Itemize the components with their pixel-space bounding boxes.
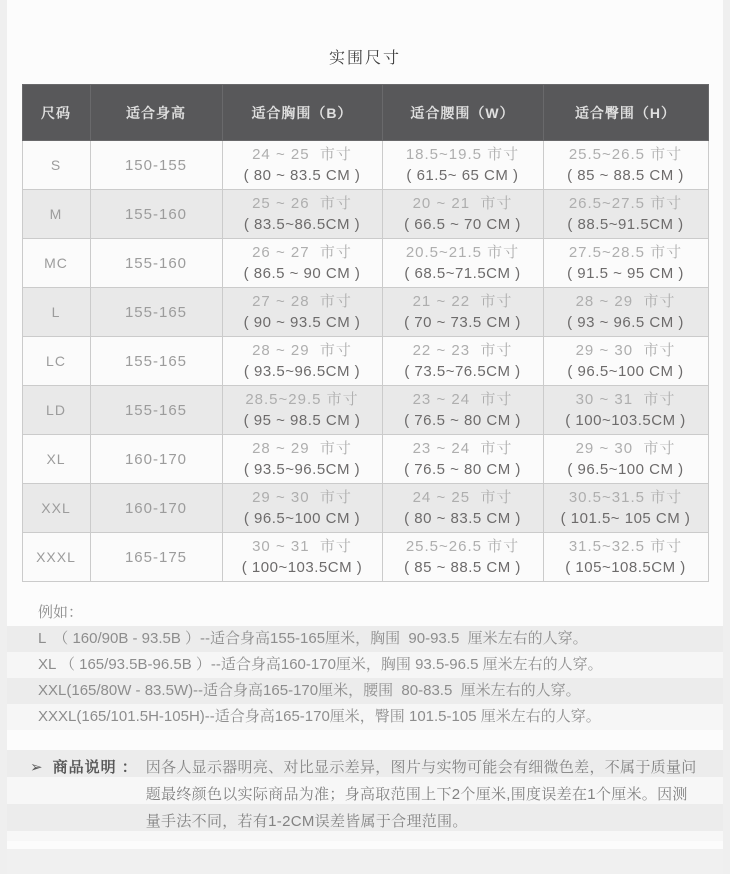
table-row [22, 141, 708, 190]
measure-shicun-line: 18.5~19.5 市寸 [405, 146, 520, 163]
arrowhead-right-icon: ➢ [30, 759, 43, 776]
measure-shicun-line: 29 ~ 30 市寸 [252, 489, 352, 506]
bust-cell [222, 484, 382, 533]
measure-shicun-line: 25 ~ 26 市寸 [252, 195, 352, 212]
bust-cell [222, 386, 382, 435]
size-cell: XXXL [22, 533, 90, 582]
waist-cell [382, 337, 543, 386]
bust-cell [222, 288, 382, 337]
measure-shicun-line: 26.5~27.5 市寸 [568, 195, 683, 212]
measure-shicun-line: 30.5~31.5 市寸 [568, 489, 683, 506]
measure-cm-line: ( 76.5 ~ 80 CM ) [404, 461, 521, 478]
height-cell: 155-160 [90, 239, 222, 288]
waist-cell [382, 386, 543, 435]
measure-cm-line: ( 95 ~ 98.5 CM ) [243, 412, 361, 429]
measure-shicun-line: 29 ~ 30 市寸 [575, 440, 676, 457]
hip-cell [543, 190, 708, 239]
measure-shicun-line: 29 ~ 30 市寸 [575, 342, 676, 359]
table-row [22, 435, 708, 484]
header-cell-size: 尺码 [22, 85, 90, 141]
content-panel [7, 0, 723, 874]
hip-cell [543, 435, 708, 484]
measure-cm-line: ( 90 ~ 93.5 CM ) [243, 314, 361, 331]
example-line: L （ 160/90B - 93.5B ）--适合身高155-165厘米，胸围 90-93.5 厘米左右的人穿。 [7, 626, 723, 652]
height-cell: 155-165 [90, 337, 222, 386]
measure-cm-line: ( 93.5~96.5CM ) [243, 461, 361, 478]
measure-shicun-line: 25.5~26.5 市寸 [568, 146, 683, 163]
measure-cm-line: ( 105~108.5CM ) [565, 559, 686, 576]
notes-label: 商品说明 ： [52, 759, 138, 776]
table-row [22, 337, 708, 386]
waist-cell [382, 288, 543, 337]
bust-cell [222, 190, 382, 239]
measure-shicun-line: 24 ~ 25 市寸 [252, 146, 352, 163]
measure-cm-line: ( 85 ~ 88.5 CM ) [404, 559, 521, 576]
bust-cell [222, 239, 382, 288]
hip-cell [543, 288, 708, 337]
measure-shicun-line: 22 ~ 23 市寸 [412, 342, 513, 359]
size-cell: LC [22, 337, 90, 386]
table-row [22, 190, 708, 239]
hip-cell [543, 337, 708, 386]
waist-cell [382, 435, 543, 484]
measure-cm-line: ( 85 ~ 88.5 CM ) [567, 167, 684, 184]
measure-cm-line: ( 100~103.5CM ) [565, 412, 686, 429]
measure-cm-line: ( 80 ~ 83.5 CM ) [404, 510, 521, 527]
measure-cm-line: ( 96.5~100 CM ) [243, 510, 361, 527]
size-table-header-row [22, 85, 708, 141]
page-title: 实围尺寸 [328, 50, 401, 67]
size-cell: S [22, 141, 90, 190]
hip-cell [543, 141, 708, 190]
measure-cm-line: ( 96.5~100 CM ) [567, 461, 684, 478]
measure-shicun-line: 28 ~ 29 市寸 [575, 293, 676, 310]
measure-shicun-line: 20.5~21.5 市寸 [405, 244, 520, 261]
measure-shicun-line: 28.5~29.5 市寸 [245, 391, 359, 408]
measure-shicun-line: 24 ~ 25 市寸 [412, 489, 513, 506]
measure-shicun-line: 31.5~32.5 市寸 [568, 538, 683, 555]
measure-cm-line: ( 61.5~ 65 CM ) [406, 167, 519, 184]
measure-shicun-line: 21 ~ 22 市寸 [412, 293, 513, 310]
table-row [22, 386, 708, 435]
height-cell: 155-165 [90, 386, 222, 435]
measure-cm-line: ( 86.5 ~ 90 CM ) [243, 265, 361, 282]
size-cell: MC [22, 239, 90, 288]
height-cell: 150-155 [90, 141, 222, 190]
header-cell-height: 适合身高 [90, 85, 222, 141]
example-line: XXL(165/80W - 83.5W)--适合身高165-170厘米，腰围 80-83.5 厘米左右的人穿。 [7, 678, 723, 704]
table-row [22, 239, 708, 288]
measure-shicun-line: 23 ~ 24 市寸 [412, 440, 513, 457]
waist-cell [382, 533, 543, 582]
notes-text: 因各人显示器明亮、对比显示差异，图片与实物可能会有细微色差，不属于质量问题最终颜色以实际商品为准；身高取范围上下2个厘米,围度误差在1个厘米。因测量手法不同，若有1-2CM误差皆属于合理范围。 [145, 759, 697, 830]
measure-cm-line: ( 80 ~ 83.5 CM ) [243, 167, 361, 184]
measure-cm-line: ( 100~103.5CM ) [241, 559, 363, 576]
header-cell-waist: 适合腰围（W） [382, 85, 543, 141]
hip-cell [543, 533, 708, 582]
bottom-spacer-band [7, 849, 723, 874]
measure-cm-line: ( 91.5 ~ 95 CM ) [567, 265, 684, 282]
measure-shicun-line: 27 ~ 28 市寸 [252, 293, 352, 310]
table-row [22, 484, 708, 533]
product-notes-section [7, 750, 723, 841]
measure-shicun-line: 23 ~ 24 市寸 [412, 391, 513, 408]
waist-cell [382, 190, 543, 239]
waist-cell [382, 141, 543, 190]
measure-shicun-line: 28 ~ 29 市寸 [252, 440, 352, 457]
bust-cell [222, 435, 382, 484]
examples-label: 例如： [38, 604, 84, 621]
size-cell: M [22, 190, 90, 239]
measure-cm-line: ( 83.5~86.5CM ) [243, 216, 361, 233]
example-line: XL （ 165/93.5B-96.5B ）--适合身高160-170厘米，胸围 93.5-96.5 厘米左右的人穿。 [7, 652, 723, 678]
size-cell: XL [22, 435, 90, 484]
measure-shicun-line: 20 ~ 21 市寸 [412, 195, 513, 212]
height-cell: 165-175 [90, 533, 222, 582]
size-cell: L [22, 288, 90, 337]
example-line: XXXL(165/101.5H-105H)--适合身高165-170厘米，臀围 101.5-105 厘米左右的人穿。 [7, 704, 723, 730]
height-cell: 160-170 [90, 435, 222, 484]
notes-heading [30, 754, 146, 781]
bust-cell [222, 141, 382, 190]
measure-shicun-line: 28 ~ 29 市寸 [252, 342, 352, 359]
measure-cm-line: ( 73.5~76.5CM ) [404, 363, 521, 380]
size-table-body [22, 141, 708, 582]
measure-shicun-line: 26 ~ 27 市寸 [252, 244, 352, 261]
table-row [22, 533, 708, 582]
measure-cm-line: ( 88.5~91.5CM ) [567, 216, 684, 233]
measure-cm-line: ( 76.5 ~ 80 CM ) [404, 412, 521, 429]
measure-shicun-line: 25.5~26.5 市寸 [405, 538, 520, 555]
size-cell: LD [22, 386, 90, 435]
measure-shicun-line: 27.5~28.5 市寸 [568, 244, 683, 261]
measure-cm-line: ( 93.5~96.5CM ) [243, 363, 361, 380]
header-cell-hip: 适合臀围（H） [543, 85, 708, 141]
hip-cell [543, 484, 708, 533]
measure-shicun-line: 30 ~ 31 市寸 [575, 391, 676, 408]
measure-cm-line: ( 68.5~71.5CM ) [404, 265, 521, 282]
header-cell-bust: 适合胸围（B） [222, 85, 382, 141]
examples-section [7, 600, 723, 730]
measure-cm-line: ( 96.5~100 CM ) [567, 363, 684, 380]
bust-cell [222, 337, 382, 386]
measure-cm-line: ( 66.5 ~ 70 CM ) [404, 216, 521, 233]
height-cell: 155-165 [90, 288, 222, 337]
bust-cell [222, 533, 382, 582]
measure-cm-line: ( 101.5~ 105 CM ) [560, 510, 691, 527]
hip-cell [543, 386, 708, 435]
measure-cm-line: ( 93 ~ 96.5 CM ) [567, 314, 684, 331]
height-cell: 160-170 [90, 484, 222, 533]
measure-shicun-line: 30 ~ 31 市寸 [252, 538, 352, 555]
height-cell: 155-160 [90, 190, 222, 239]
size-cell: XXL [22, 484, 90, 533]
size-table [22, 84, 709, 582]
waist-cell [382, 239, 543, 288]
waist-cell [382, 484, 543, 533]
measure-cm-line: ( 70 ~ 73.5 CM ) [404, 314, 521, 331]
hip-cell [543, 239, 708, 288]
table-row [22, 288, 708, 337]
